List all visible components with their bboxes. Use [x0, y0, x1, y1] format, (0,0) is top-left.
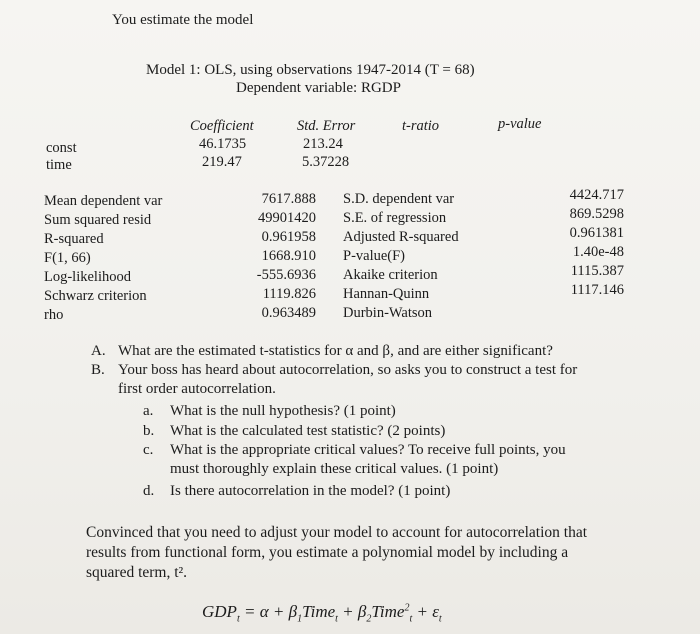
- stat-label: S.E. of regression: [343, 210, 447, 226]
- model-title: Model 1: OLS, using observations 1947-2014 (T = 68): [146, 62, 475, 78]
- stats-left-labels: [44, 192, 162, 325]
- eq-sub-1: 1: [297, 613, 303, 625]
- subquestion-d: Is there autocorrelation in the model? (1 point): [170, 483, 451, 499]
- row-label-time: time: [46, 157, 72, 173]
- eq-gdp: GDP: [202, 602, 237, 621]
- closing-line1: Convinced that you need to adjust your model to account for autocorrelation that: [86, 524, 588, 541]
- stat-value: 7617.888: [261, 191, 316, 207]
- stats-right-values: [540, 186, 624, 300]
- stat-value: 1119.826: [262, 286, 316, 302]
- subquestion-c-letter: c.: [143, 442, 154, 458]
- eq-alpha-beta: = α + β: [239, 602, 298, 621]
- question-a-letter: A.: [91, 343, 106, 359]
- stat-value: 49901420: [258, 210, 316, 226]
- stats-right-labels: [343, 190, 459, 323]
- stat-label: Schwarz criterion: [44, 288, 147, 304]
- question-b-line2: first order autocorrelation.: [118, 381, 276, 397]
- question-b-letter: B.: [91, 362, 105, 378]
- header-std-error: Std. Error: [297, 118, 356, 134]
- se-time: 5.37228: [302, 154, 350, 170]
- eq-plus-epsilon: + ε: [412, 602, 439, 621]
- closing-line2: results from functional form, you estimate a polynomial model by including a: [86, 544, 569, 561]
- stat-label: Sum squared resid: [44, 212, 152, 228]
- header-coefficient: Coefficient: [190, 118, 254, 134]
- stat-label: P-value(F): [343, 248, 406, 264]
- stat-value: 0.961381: [569, 225, 624, 241]
- stat-value: -555.6936: [256, 267, 316, 283]
- stat-label: S.D. dependent var: [343, 191, 455, 207]
- subquestion-a: What is the null hypothesis? (1 point): [170, 403, 396, 419]
- stat-label: Hannan-Quinn: [343, 286, 430, 302]
- row-label-const: const: [46, 140, 77, 156]
- stat-value: 869.5298: [569, 206, 624, 222]
- eq-time-1: Time: [302, 602, 336, 621]
- subquestion-a-letter: a.: [143, 403, 154, 419]
- dependent-variable: Dependent variable: RGDP: [236, 80, 401, 96]
- coef-time: 219.47: [202, 154, 242, 170]
- eq-sub-2: 2: [366, 613, 372, 625]
- stat-label: Mean dependent var: [44, 193, 163, 209]
- eq-sup-2: 2: [404, 602, 410, 614]
- subquestion-b-letter: b.: [143, 423, 155, 439]
- subquestion-c-line2: must thoroughly explain these critical values. (1 point): [170, 461, 499, 477]
- eq-sub-t: t: [409, 613, 413, 625]
- subquestion-d-letter: d.: [143, 483, 155, 499]
- stats-left-values: [234, 190, 316, 323]
- stat-label: Akaike criterion: [343, 267, 438, 283]
- stat-value: 1.40e-48: [572, 244, 624, 260]
- stat-value: 1668.910: [261, 248, 316, 264]
- coef-const: 46.1735: [199, 136, 247, 152]
- polynomial-equation: [202, 602, 442, 624]
- stat-label: F(1, 66): [44, 250, 91, 266]
- stat-value: 0.961958: [261, 229, 316, 245]
- stat-value: 0.963489: [261, 305, 316, 321]
- eq-plus-beta: + β: [337, 602, 367, 621]
- subquestion-b: What is the calculated test statistic? (2 points): [170, 423, 446, 439]
- header-p-value: p-value: [498, 116, 542, 132]
- eq-sub-t: t: [438, 613, 442, 625]
- eq-sub-t: t: [335, 613, 338, 625]
- stat-label: R-squared: [44, 231, 104, 247]
- eq-time-2: Time: [371, 602, 405, 621]
- question-b-line1: Your boss has heard about autocorrelation, so asks you to construct a test for: [118, 362, 578, 378]
- eq-sub-t: t: [236, 613, 240, 625]
- se-const: 213.24: [303, 136, 343, 152]
- closing-line3: squared term, t².: [86, 564, 188, 581]
- question-a: What are the estimated t-statistics for α and β, and are either significant?: [118, 343, 553, 359]
- stat-value: 1117.146: [570, 282, 624, 298]
- stat-value: 1115.387: [570, 263, 624, 279]
- subquestion-c-line1: What is the appropriate critical values? To receive full points, you: [170, 442, 566, 458]
- stat-label: Adjusted R-squared: [343, 229, 459, 245]
- stat-label: rho: [44, 307, 64, 323]
- stat-label: Log-likelihood: [44, 269, 131, 285]
- stat-value: 4424.717: [569, 187, 624, 203]
- intro-text: You estimate the model: [112, 12, 254, 28]
- header-t-ratio: t-ratio: [402, 118, 440, 134]
- stat-label: Durbin-Watson: [343, 305, 433, 321]
